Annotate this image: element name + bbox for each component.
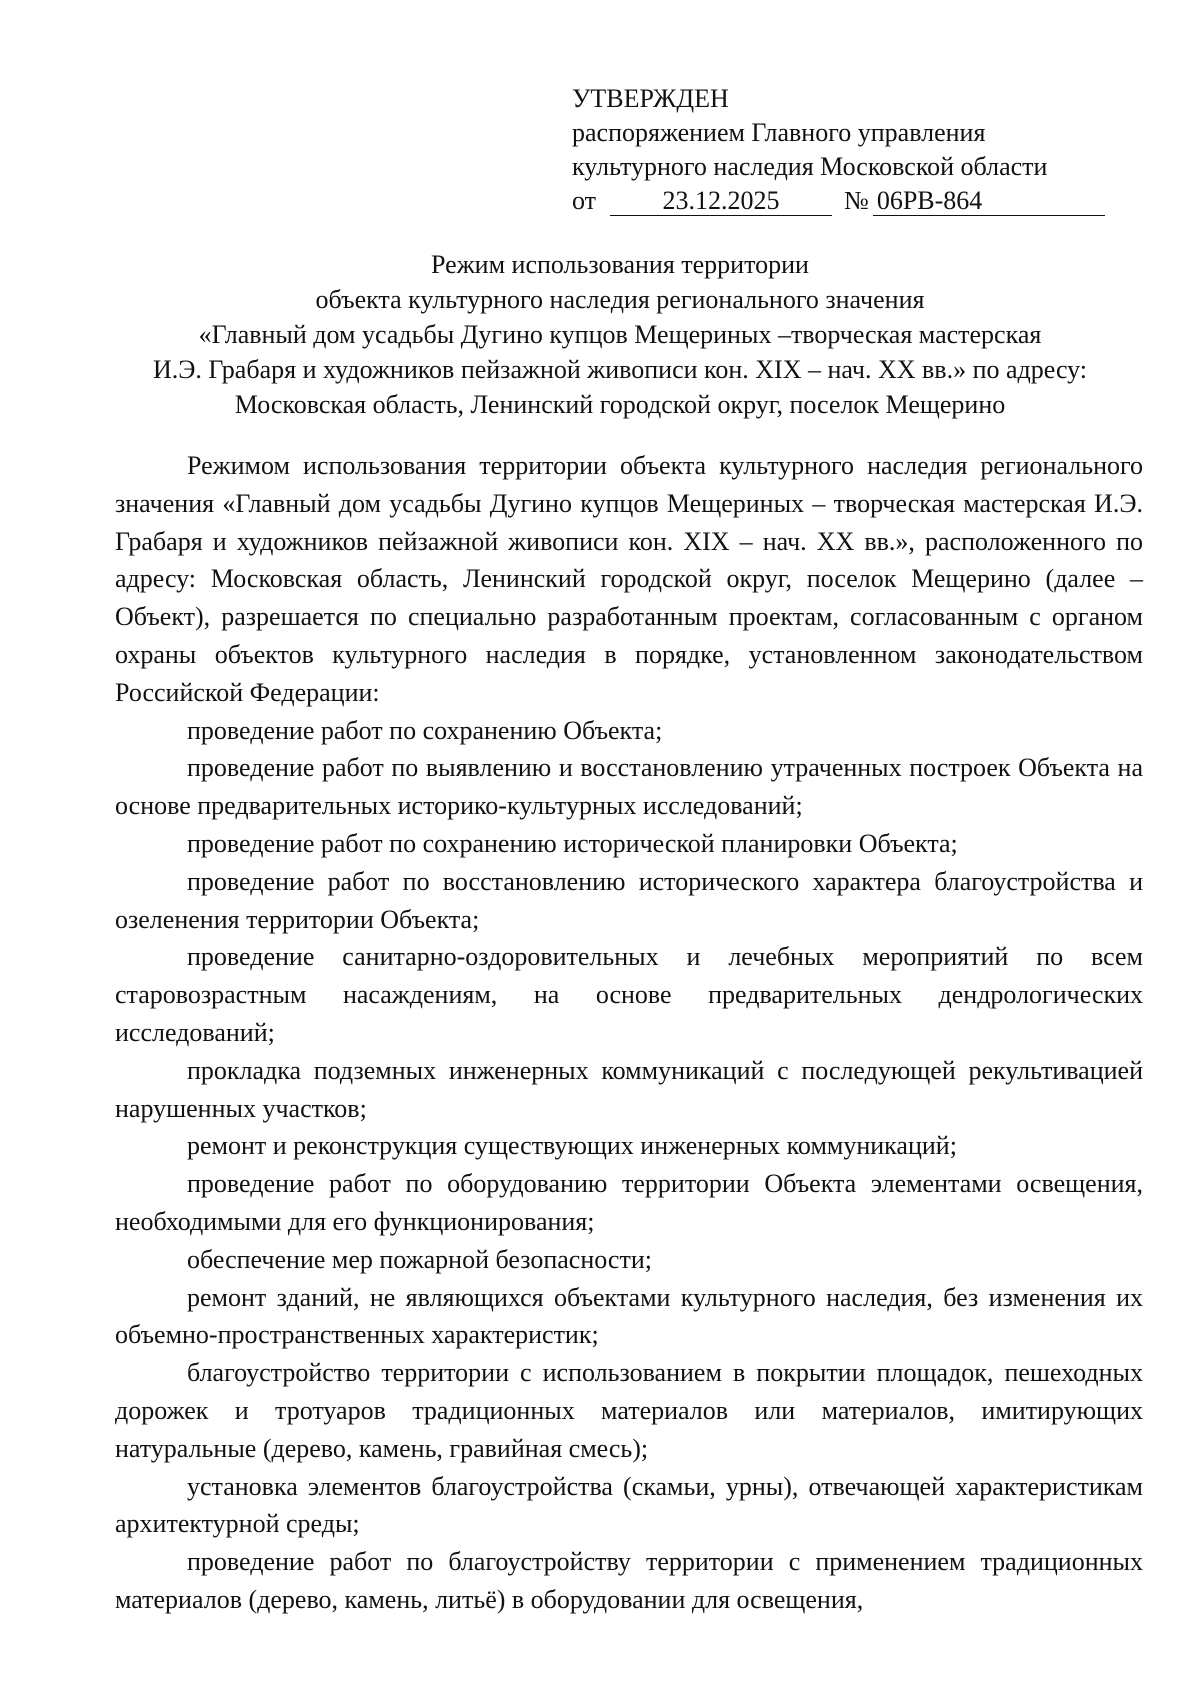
approval-number: 06РВ-864 bbox=[873, 187, 1105, 216]
intro-paragraph: Режимом использования территории объекта культурного наследия регионального значения «Главный дом усадьбы Дугино купцов Мещериных – творческая мастерская И.Э. Грабаря и художников пейзажной живописи кон. XIX – нач. XX вв.», расположенного по адресу: Московская область, Ленинский городской округ, поселок Мещерино (далее – Объект), разрешается по специально разработанным проектам, согласованным с органом охраны объектов культурного наследия в порядке, установленном законодательством Российской Федерации: bbox=[115, 451, 1143, 707]
list-item: обеспечение мер пожарной безопасности; bbox=[187, 1244, 652, 1274]
title-line: Московская область, Ленинский городской округ, поселок Мещерино bbox=[234, 390, 1006, 419]
list-item: прокладка подземных инженерных коммуникаций с последующей рекультивацией нарушенных участков; bbox=[115, 1055, 1143, 1123]
approval-date: 23.12.2025 bbox=[610, 187, 832, 216]
title-line: И.Э. Грабаря и художников пейзажной живописи кон. XIX – нач. XX вв.» по адресу: bbox=[152, 355, 1088, 384]
list-item: проведение санитарно-оздоровительных и лечебных мероприятий по всем старовозрастным насаждениям, на основе предварительных дендрологических исследований; bbox=[115, 942, 1143, 1047]
list-item: проведение работ по выявлению и восстановлению утраченных построек Объекта на основе предварительных историко-культурных исследований; bbox=[115, 753, 1143, 821]
list-item: проведение работ по сохранению исторической планировки Объекта; bbox=[187, 828, 958, 858]
approval-line-1: распоряжением Главного управления bbox=[572, 118, 986, 147]
approval-block bbox=[572, 82, 1112, 218]
list-item: ремонт и реконструкция существующих инженерных коммуникаций; bbox=[187, 1131, 957, 1161]
list-item: установка элементов благоустройства (скамьи, урны), отвечающей характеристикам архитектурной среды; bbox=[115, 1471, 1143, 1539]
list-item: проведение работ по сохранению Объекта; bbox=[187, 715, 663, 745]
approval-line-2: культурного наследия Московской области bbox=[572, 152, 1048, 181]
document-body bbox=[115, 447, 1143, 1619]
date-prefix: от bbox=[572, 186, 597, 215]
list-item: проведение работ по благоустройству территории с применением традиционных материалов (дерево, камень, литьё) в оборудовании для освещения, bbox=[115, 1547, 1143, 1614]
document-title bbox=[100, 247, 1140, 422]
number-sign: № bbox=[844, 186, 869, 215]
approval-date-line bbox=[572, 184, 1112, 218]
title-line: объекта культурного наследия регионального значения bbox=[315, 285, 925, 314]
list-item: благоустройство территории с использованием в покрытии площадок, пешеходных дорожек и тротуаров традиционных материалов или материалов, имитирующих натуральные (дерево, камень, гравийная смесь); bbox=[115, 1358, 1143, 1463]
title-line: Режим использования территории bbox=[431, 250, 809, 279]
list-item: проведение работ по оборудованию территории Объекта элементами освещения, необходимыми для его функционирования; bbox=[115, 1169, 1143, 1236]
approval-heading: УТВЕРЖДЕН bbox=[572, 84, 729, 113]
list-item: ремонт зданий, не являющихся объектами культурного наследия, без изменения их объемно-пространственных характеристик; bbox=[115, 1282, 1143, 1350]
title-line: «Главный дом усадьбы Дугино купцов Мещериных –творческая мастерская bbox=[198, 320, 1042, 349]
list-item: проведение работ по восстановлению исторического характера благоустройства и озеленения территории Объекта; bbox=[115, 866, 1143, 934]
